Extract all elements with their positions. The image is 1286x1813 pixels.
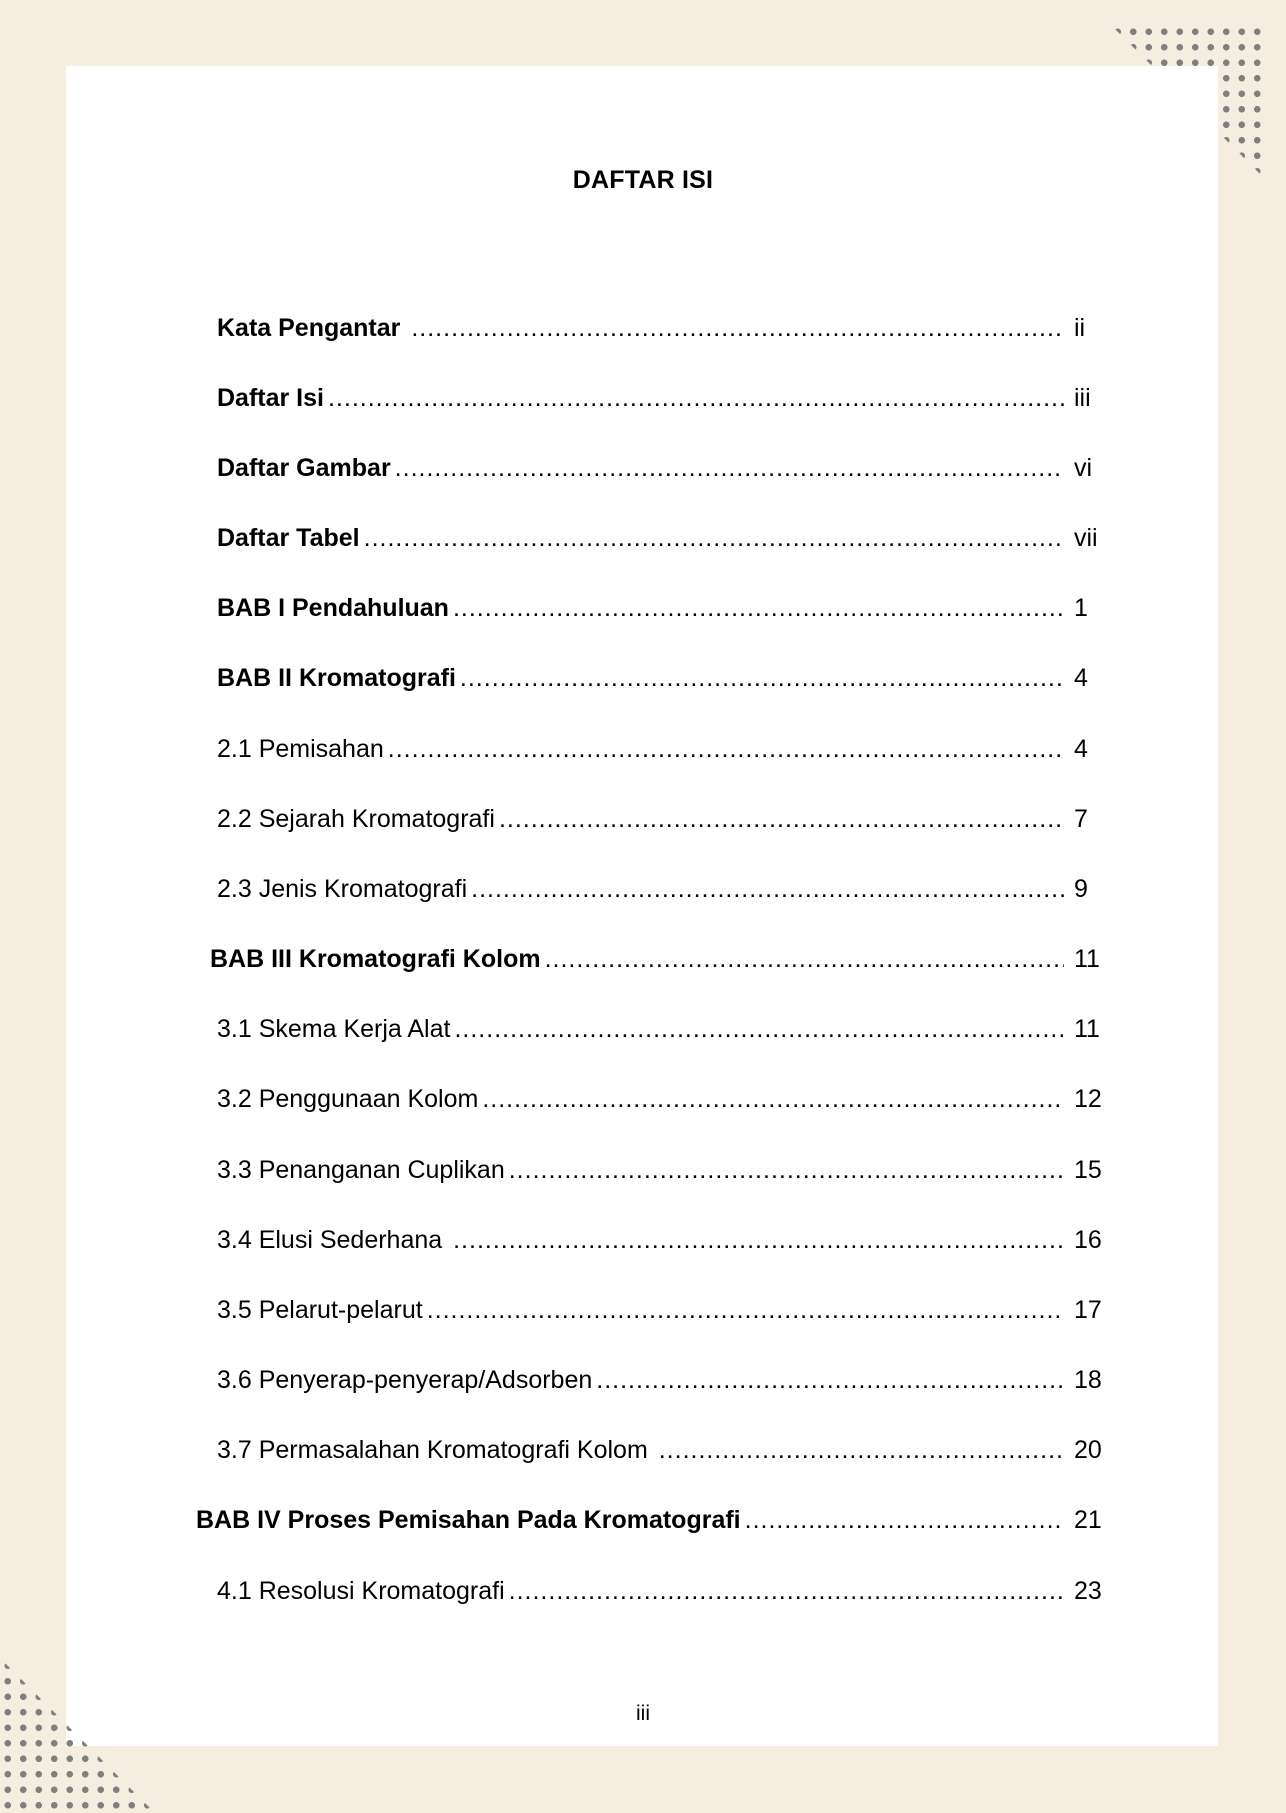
- toc-entry-page-number: vi: [1074, 454, 1093, 482]
- toc-entry-label: BAB III Kromatografi Kolom: [210, 945, 541, 973]
- toc-entry-label: Daftar Gambar: [217, 454, 391, 482]
- toc-entry-leader: [328, 381, 1064, 415]
- toc-entry-page-number: 7: [1074, 805, 1088, 833]
- toc-entry-label: BAB I Pendahuluan: [217, 594, 449, 622]
- toc-entry[interactable]: [217, 1293, 1106, 1327]
- toc-entry-label: BAB IV Proses Pemisahan Pada Kromatografi: [196, 1506, 741, 1534]
- toc-entry-label: 3.5 Pelarut-pelarut: [217, 1296, 423, 1324]
- toc-entry-leader: [460, 661, 1064, 695]
- toc-entry-label: 4.1 Resolusi Kromatografi: [217, 1577, 505, 1605]
- toc-entry-page-number: 23: [1074, 1577, 1102, 1605]
- toc-entry-page-number: 12: [1074, 1085, 1102, 1113]
- toc-entry[interactable]: [210, 942, 1106, 976]
- toc-entry[interactable]: [217, 311, 1106, 345]
- toc-entry-leader: [427, 1293, 1064, 1327]
- toc-entry-leader: [745, 1503, 1064, 1537]
- toc-entry-label: 3.6 Penyerap-penyerap/Adsorben: [217, 1366, 593, 1394]
- toc-entry-page-number: 1: [1074, 594, 1088, 622]
- toc-entry-leader: [509, 1153, 1064, 1187]
- toc-entry-page-number: 21: [1074, 1506, 1102, 1534]
- toc-entry-leader: [453, 1223, 1064, 1257]
- toc-entry-page-number: vii: [1074, 524, 1098, 552]
- toc-entry-label: Daftar Isi: [217, 384, 324, 412]
- toc-entry-leader: [509, 1574, 1064, 1608]
- toc-entry-label: 3.1 Skema Kerja Alat: [217, 1015, 451, 1043]
- toc-entry[interactable]: [196, 1503, 1106, 1537]
- toc-entry-page-number: 4: [1074, 735, 1088, 763]
- toc-entry[interactable]: [217, 1012, 1106, 1046]
- toc-entry[interactable]: [217, 1433, 1106, 1467]
- toc-entry-leader: [395, 451, 1064, 485]
- toc-entry-label: 3.7 Permasalahan Kromatografi Kolom: [217, 1436, 655, 1464]
- toc-entry-label: 2.2 Sejarah Kromatografi: [217, 805, 495, 833]
- toc-entry-label: BAB II Kromatografi: [217, 664, 456, 692]
- page-title: DAFTAR ISI: [572, 166, 714, 194]
- toc-entry-label: 2.1 Pemisahan: [217, 735, 384, 763]
- toc-entry[interactable]: [217, 451, 1106, 485]
- toc-entry-leader: [659, 1433, 1064, 1467]
- toc-entry-label: Daftar Tabel: [217, 524, 360, 552]
- toc-entry-page-number: 16: [1074, 1226, 1102, 1254]
- toc-entry-page-number: 11: [1074, 945, 1100, 973]
- toc-entry[interactable]: [217, 661, 1106, 695]
- toc-entry-leader: [388, 732, 1064, 766]
- toc-entry[interactable]: [217, 872, 1106, 906]
- toc-entry-page-number: 4: [1074, 664, 1088, 692]
- toc-entry[interactable]: [217, 1574, 1106, 1608]
- toc-entry-label: 2.3 Jenis Kromatografi: [217, 875, 468, 903]
- toc-entry-leader: [545, 942, 1064, 976]
- toc-entry-leader: [364, 521, 1064, 555]
- toc-entry-label: Kata Pengantar: [217, 314, 408, 342]
- toc-entry[interactable]: [217, 1153, 1106, 1187]
- toc-entry[interactable]: [217, 802, 1106, 836]
- toc-entry-page-number: ii: [1074, 314, 1086, 342]
- toc-entry-page-number: 17: [1074, 1296, 1102, 1324]
- toc-entry-label: 3.2 Penggunaan Kolom: [217, 1085, 479, 1113]
- toc-entry-page-number: 20: [1074, 1436, 1102, 1464]
- toc-entry[interactable]: [217, 1363, 1106, 1397]
- toc-entry-leader: [454, 1012, 1064, 1046]
- toc-entry[interactable]: [217, 381, 1106, 415]
- toc-entry-leader: [411, 311, 1064, 345]
- toc-entry-label: 3.4 Elusi Sederhana: [217, 1226, 450, 1254]
- page-number: iii: [636, 1702, 650, 1725]
- toc-entry[interactable]: [217, 591, 1106, 625]
- toc-entry-page-number: 18: [1074, 1366, 1102, 1394]
- toc-entry-leader: [453, 591, 1064, 625]
- toc-entry-leader: [596, 1363, 1064, 1397]
- toc-entry[interactable]: [217, 1223, 1106, 1257]
- toc-entry[interactable]: [217, 1082, 1106, 1116]
- toc-entry[interactable]: [217, 732, 1106, 766]
- toc-entry-page-number: 9: [1074, 875, 1088, 903]
- toc-entry-label: 3.3 Penanganan Cuplikan: [217, 1156, 505, 1184]
- toc-entry-leader: [482, 1082, 1064, 1116]
- toc-entry-leader: [499, 802, 1064, 836]
- toc-entry-page-number: 15: [1074, 1156, 1102, 1184]
- toc-entry-page-number: 11: [1074, 1015, 1100, 1043]
- toc-entry[interactable]: [217, 521, 1106, 555]
- toc-entry-leader: [471, 872, 1064, 906]
- toc-entry-page-number: iii: [1074, 384, 1091, 412]
